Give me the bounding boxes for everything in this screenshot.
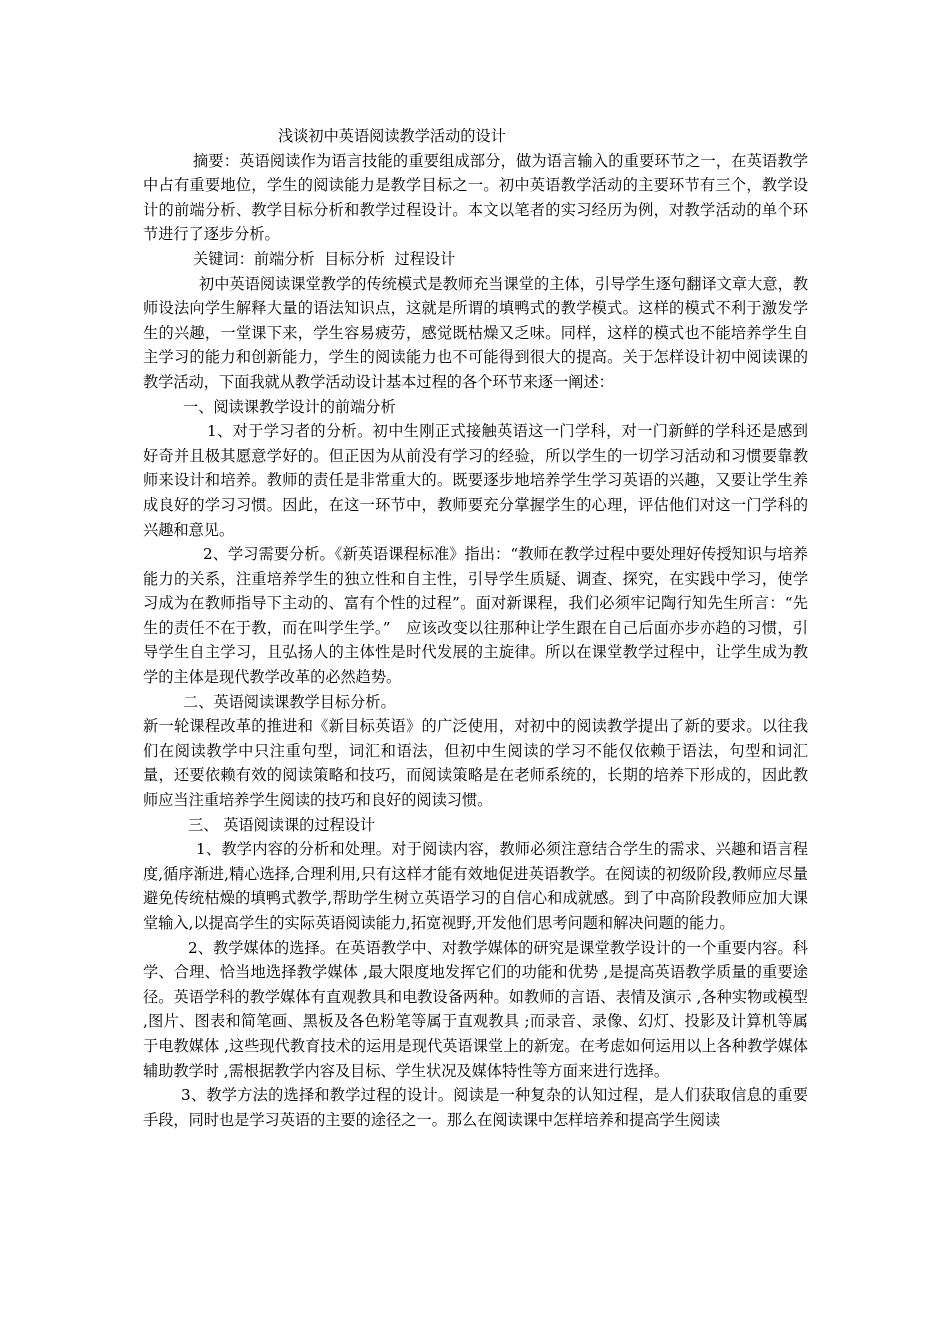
document-title: 浅谈初中英语阅读教学活动的设计 [278,127,506,145]
keywords-line: 关键词：前端分析 目标分析 过程设计 [193,249,456,268]
section2-heading: 二、英语阅读课教学目标分析。 [183,692,396,711]
section3-paragraph-2: 2、教学媒体的选择。在英语教学中、对教学媒体的研究是课堂教学设计的一个重要内容。科学、合理、恰当地选择教学媒体 ,最大限度地发挥它们的功能和优势 ,是提高英语教学质量的重要途径。英语学科的教学媒体有直观教具和电教设备两种。如教师的言语、表情及演示 ,各种实物或模型 ,图片、图表和简笔画、黑板及各色粉笔等属于直观教具 ;而录音、录像、幻灯、投影及计算机等属于电教媒体 ,这些现代教育技术的运用是现代英语课堂上的新宠。在考虑如何运用以上各种教学媒体辅助教学时 ,需根据教学内容及目标、学生状况及媒体特性等方面来进行选择。 [143,938,808,1080]
section3-heading: 三、 英语阅读课的过程设计 [188,815,376,834]
section1-paragraph-2: 2、学习需要分析。《新英语课程标准》指出：“教师在教学过程中要处理好传授知识与培养能力的关系，注重培养学生的独立性和自主性，引导学生质疑、调查、探究，在实践中学习，使学习成为在教师指导下主动的、富有个性的过程”。面对新课程，我们必须牢记陶行知先生所言：“先生的责任不在于教，而在叫学生学。” 应该改变以往那种让学生跟在自己后面亦步亦趋的习惯，引导学生自主学习，且弘扬人的主体性是时代发展的主旋律。所以在课堂教学过程中，让学生成为教学的主体是现代教学改革的必然趋势。 [143,545,808,687]
section1-heading: 一、阅读课教学设计的前端分析 [183,397,396,416]
abstract-paragraph: 摘要：英语阅读作为语言技能的重要组成部分，做为语言输入的重要环节之一，在英语教学中占有重要地位，学生的阅读能力是教学目标之一。初中英语教学活动的主要环节有三个，教学设计的前端分析、教学目标分析和教学过程设计。本文以笔者的实习经历为例，对教学活动的单个环节进行了逐步分析。 [143,151,808,244]
intro-paragraph: 初中英语阅读课堂教学的传统模式是教师充当课堂的主体，引导学生逐句翻译文章大意，教师设法向学生解释大量的语法知识点，这就是所谓的填鸭式的教学模式。这样的模式不利于激发学生的兴趣，一堂课下来，学生容易疲劳，感觉既枯燥又乏味。同样，这样的模式也不能培养学生自主学习的能力和创新能力，学生的阅读能力也不可能得到很大的提高。关于怎样设计初中阅读课的教学活动，下面我就从教学活动设计基本过程的各个环节来逐一阐述： [143,274,808,391]
section1-paragraph-1: 1、对于学习者的分析。初中生刚正式接触英语这一门学科，对一门新鲜的学科还是感到好奇并且极其愿意学好的。但正因为从前没有学习的经验，所以学生的一切学习活动和习惯要靠教师来设计和培养。教师的责任是非常重大的。既要逐步地培养学生学习英语的兴趣，又要让学生养成良好的学习习惯。因此，在这一环节中，教师要充分掌握学生的心理，评估他们对这一门学科的兴趣和意见。 [143,422,808,539]
section3-paragraph-3: 3、教学方法的选择和教学过程的设计。阅读是一种复杂的认知过程，是人们获取信息的重要手段，同时也是学习英语的主要的途径之一。那么在阅读课中怎样培养和提高学生阅读 [143,1086,808,1129]
document-page [143,124,808,1132]
section2-paragraph-1: 新一轮课程改革的推进和《新目标英语》的广泛使用，对初中的阅读教学提出了新的要求。以往我们在阅读教学中只注重句型，词汇和语法，但初中生阅读的学习不能仅依赖于语法，句型和词汇量，还要依赖有效的阅读策略和技巧，而阅读策略是在老师系统的，长期的培养下形成的，因此教师应当注重培养学生阅读的技巧和良好的阅读习惯。 [143,717,808,810]
section3-paragraph-1: 1、教学内容的分析和处理。对于阅读内容，教师必须注意结合学生的需求、兴趣和语言程度,循序渐进,精心选择,合理利用,只有这样才能有效地促进英语教学。在阅读的初级阶段,教师应尽量避免传统枯燥的填鸭式教学,帮助学生树立英语学习的自信心和成就感。到了中高阶段教师应加大课堂输入,以提高学生的实际英语阅读能力,拓宽视野,开发他们思考问题和解决问题的能力。 [143,840,808,932]
